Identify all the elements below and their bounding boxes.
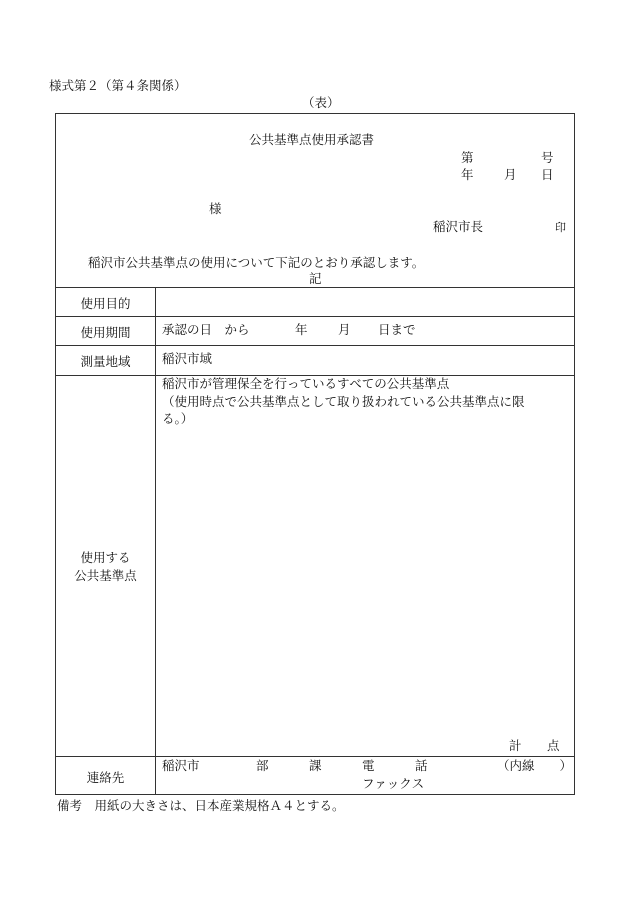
side-label: （表） <box>302 95 340 110</box>
approval-statement: 稲沢市公共基準点の使用について下記のとおり承認します。 <box>88 255 425 270</box>
number-suffix: 号 <box>541 150 554 165</box>
contact-fax: ファックス <box>362 776 425 791</box>
contact-extension: （内線 ） <box>497 758 573 773</box>
document-title: 公共基準点使用承認書 <box>249 132 375 147</box>
seal-mark: 印 <box>555 221 566 234</box>
footer-note: 備考 用紙の大きさは、日本産業規格Ａ４とする。 <box>57 798 345 813</box>
divider <box>55 756 575 757</box>
area-value: 稲沢市域 <box>162 351 213 366</box>
period-label: 使用期間 <box>80 325 131 340</box>
points-line-2: （使用時点で公共基準点として取り扱われている公共基準点に限 <box>162 394 525 409</box>
contact-city: 稲沢市 <box>162 758 200 773</box>
area-label: 測量地域 <box>80 354 131 369</box>
divider <box>55 316 575 317</box>
number-prefix: 第 <box>461 150 474 165</box>
contact-tel-char-2: 話 <box>415 758 428 773</box>
issuer: 稲沢市長 <box>433 219 484 234</box>
period-start: 承認の日 から <box>162 322 250 337</box>
points-total-unit: 点 <box>547 738 560 753</box>
date-year: 年 <box>461 167 474 182</box>
form-number: 様式第２（第４条関係） <box>49 78 187 93</box>
period-year: 年 <box>295 322 308 337</box>
column-divider <box>155 287 156 795</box>
points-label-line-2: 公共基準点 <box>74 568 137 584</box>
points-label-line-1: 使用する <box>80 550 131 565</box>
points-total-label: 計 <box>509 738 522 753</box>
date-month: 月 <box>504 167 517 182</box>
contact-department: 部 <box>256 758 269 773</box>
date-day: 日 <box>541 167 554 182</box>
period-month: 月 <box>338 322 351 337</box>
points-label <box>56 549 155 585</box>
divider <box>55 345 575 346</box>
form-frame <box>55 113 575 795</box>
period-until: 日まで <box>378 322 416 337</box>
contact-section: 課 <box>309 758 322 773</box>
points-line-1: 稲沢市が管理保全を行っているすべての公共基準点 <box>162 376 450 391</box>
divider <box>55 287 575 288</box>
points-line-3: る。） <box>162 411 194 426</box>
ki-label: 記 <box>309 271 322 286</box>
contact-tel-char-1: 電 <box>362 758 375 773</box>
purpose-label: 使用目的 <box>80 296 131 311</box>
addressee-suffix: 様 <box>209 201 222 216</box>
contact-label: 連絡先 <box>86 770 125 785</box>
